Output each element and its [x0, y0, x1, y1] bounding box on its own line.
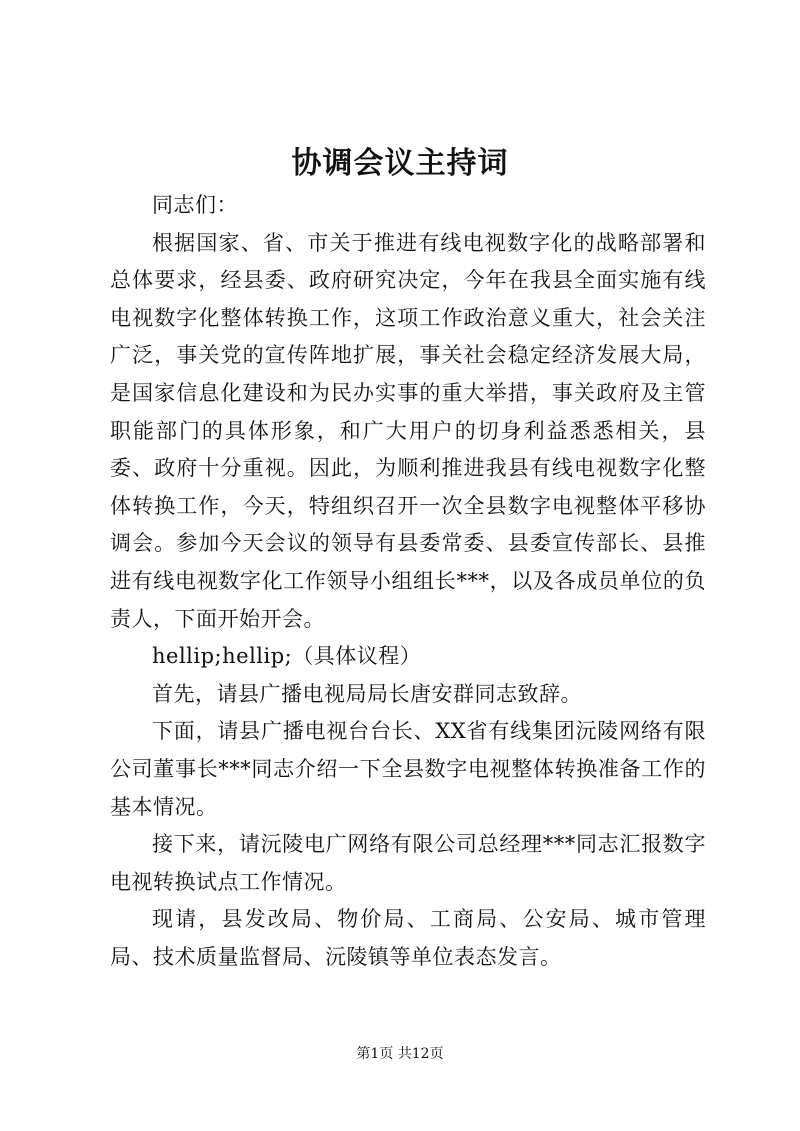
- paragraph-agenda: hellip;hellip;（具体议程）: [152, 644, 422, 669]
- page-number-footer: 第1页 共12页: [356, 1046, 444, 1062]
- paragraph-opening: 根据国家、省、市关于推进有线电视数字化的战略部署和总体要求，经县委、政府研究决定，今年在我县全面实施有线电视数字化整体转换工作，这项工作政治意义重大，社会关注广泛，事关党的宣传阵地扩展，事关社会稳定经济发展大局，是国家信息化建设和为民办实事的重大举措，事关政府及主管职能部门的具体形象，和广大用户的切身利益悉悉相关，县委、政府十分重视。因此，为顺利推进我县有线电视数字化整体转换工作，今天，特组织召开一次全县数字电视整体平移协调会。参加今天会议的领导有县委常委、县委宣传部长、县推进有线电视数字化工作领导小组组长***，以及各成员单位的负责人，下面开始开会。: [110, 230, 706, 631]
- document-body: [110, 187, 706, 976]
- paragraph-salutation: 同志们：: [152, 193, 238, 217]
- paragraph-speech-4: 现请，县发改局、物价局、工商局、公安局、城市管理局、技术质量监督局、沅陵镇等单位表态发言。: [110, 907, 706, 969]
- document-title: 协调会议主持词: [291, 146, 509, 181]
- paragraph-speech-1: 首先，请县广播电视局局长唐安群同志致辞。: [152, 681, 582, 706]
- paragraph-speech-3: 接下来，请沅陵电广网络有限公司总经理***同志汇报数字电视转换试点工作情况。: [110, 832, 706, 894]
- paragraph-speech-2: 下面，请县广播电视台台长、XX省有线集团沅陵网络有限公司董事长***同志介绍一下全县数字电视整体转换准备工作的基本情况。: [110, 719, 706, 819]
